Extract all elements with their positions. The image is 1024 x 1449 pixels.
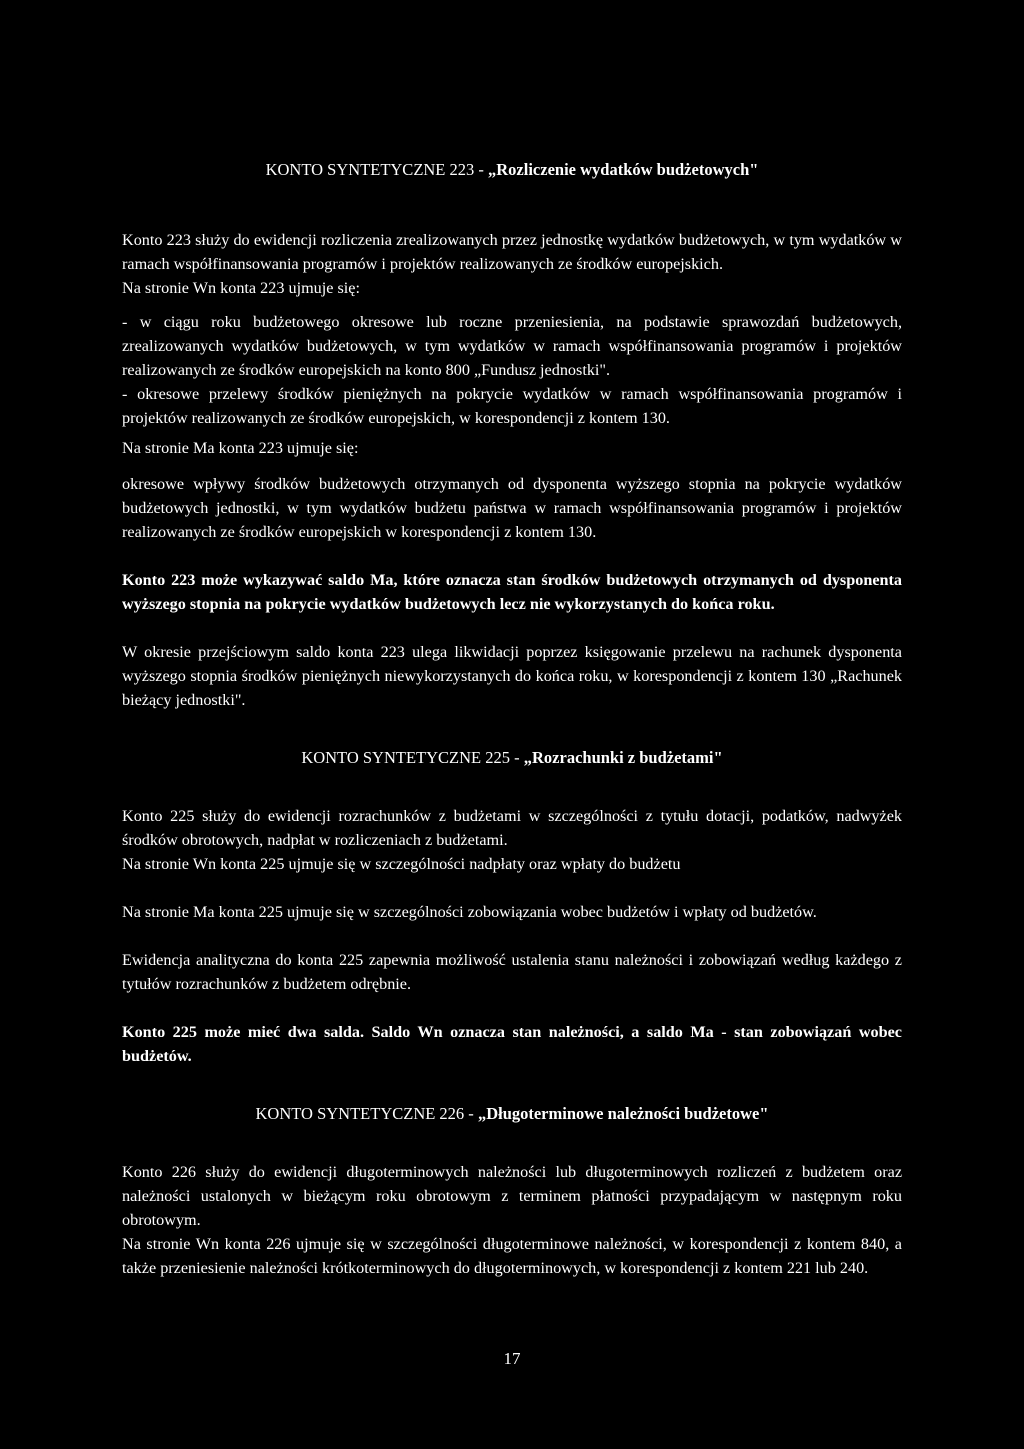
section-223-paragraph-7: Konto 223 może wykazywać saldo Ma, które oznacza stan środków budżetowych otrzymanych od dysponenta wyższego stopnia na pokrycie wydatków budżetowych lecz nie wykorzystanych do końca roku. — [122, 571, 902, 613]
section-223-heading-title: „Rozliczenie wydatków budżetowych" — [488, 160, 759, 179]
section-225-heading-title: „Rozrachunki z budżetami" — [523, 748, 723, 767]
section-226-heading — [122, 1102, 902, 1126]
section-223-paragraph-2: Na stronie Wn konta 223 ujmuje się: — [122, 279, 360, 297]
section-223-paragraph-5: Na stronie Ma konta 223 ujmuje się: — [122, 439, 359, 457]
section-226-heading-title: „Długoterminowe należności budżetowe" — [477, 1104, 769, 1123]
page-number: 17 — [503, 1349, 521, 1368]
document-page — [122, 158, 902, 1280]
section-226-paragraph-1: Konto 226 służy do ewidencji długoterminowych należności lub długoterminowych rozliczeń z budżetem oraz należności ustalonych w bieżącym roku obrotowym z terminem płatności przypadającym w następnym roku obrotowym. — [122, 1163, 902, 1229]
section-223-heading — [122, 158, 902, 182]
section-223-paragraph-6: okresowe wpływy środków budżetowych otrzymanych od dysponenta wyższego stopnia na pokrycie wydatków budżetowych jednostki, w tym wydatków budżetu państwa w ramach współfinansowania programów i projektów realizowanych ze środków europejskich w korespondencji z kontem 130. — [122, 475, 902, 541]
section-225-paragraph-4: Ewidencja analityczna do konta 225 zapewnia możliwość ustalenia stanu należności i zobowiązań według każdego z tytułów rozrachunków z budżetem odrębnie. — [122, 951, 902, 993]
section-225-paragraph-3: Na stronie Ma konta 225 ujmuje się w szczególności zobowiązania wobec budżetów i wpłaty od budżetów. — [122, 903, 817, 921]
section-223-heading-prefix: KONTO SYNTETYCZNE 223 - — [265, 160, 489, 179]
section-226-paragraph-2: Na stronie Wn konta 226 ujmuje się w szczególności długoterminowe należności, w korespondencji z kontem 840, a także przeniesienie należności krótkoterminowych do długoterminowych, w korespondencji z kontem 221 lub 240. — [122, 1235, 902, 1277]
section-225-paragraph-5: Konto 225 może mieć dwa salda. Saldo Wn oznacza stan należności, a saldo Ma - stan zobowiązań wobec budżetów. — [122, 1023, 902, 1065]
section-225-paragraph-2: Na stronie Wn konta 225 ujmuje się w szczególności nadpłaty oraz wpłaty do budżetu — [122, 855, 681, 873]
section-226-heading-prefix: KONTO SYNTETYCZNE 226 - — [255, 1104, 478, 1123]
section-225-heading — [122, 746, 902, 770]
section-223-paragraph-8: W okresie przejściowym saldo konta 223 ulega likwidacji poprzez księgowanie przelewu na rachunek dysponenta wyższego stopnia środków pieniężnych niewykorzystanych do końca roku, w korespondencji z kontem 130 „Rachunek bieżący jednostki". — [122, 643, 902, 709]
section-223-paragraph-4: - okresowe przelewy środków pieniężnych na pokrycie wydatków w ramach współfinansowania programów i projektów realizowanych ze środków europejskich, w korespondencji z kontem 130. — [122, 385, 902, 427]
section-225-paragraph-1: Konto 225 służy do ewidencji rozrachunków z budżetami w szczególności z tytułu dotacji, podatków, nadwyżek środków obrotowych, nadpłat w rozliczeniach z budżetami. — [122, 807, 902, 849]
section-223-paragraph-3: - w ciągu roku budżetowego okresowe lub roczne przeniesienia, na podstawie sprawozdań budżetowych, zrealizowanych wydatków budżetowych, w tym wydatków w ramach współfinansowania programów i projektów realizowanych ze środków europejskich na konto 800 „Fundusz jednostki". — [122, 313, 902, 379]
section-225-heading-prefix: KONTO SYNTETYCZNE 225 - — [301, 748, 524, 767]
section-223-paragraph-1: Konto 223 służy do ewidencji rozliczenia zrealizowanych przez jednostkę wydatków budżetowych, w tym wydatków w ramach współfinansowania programów i projektów realizowanych ze środków europejskich. — [122, 231, 902, 273]
